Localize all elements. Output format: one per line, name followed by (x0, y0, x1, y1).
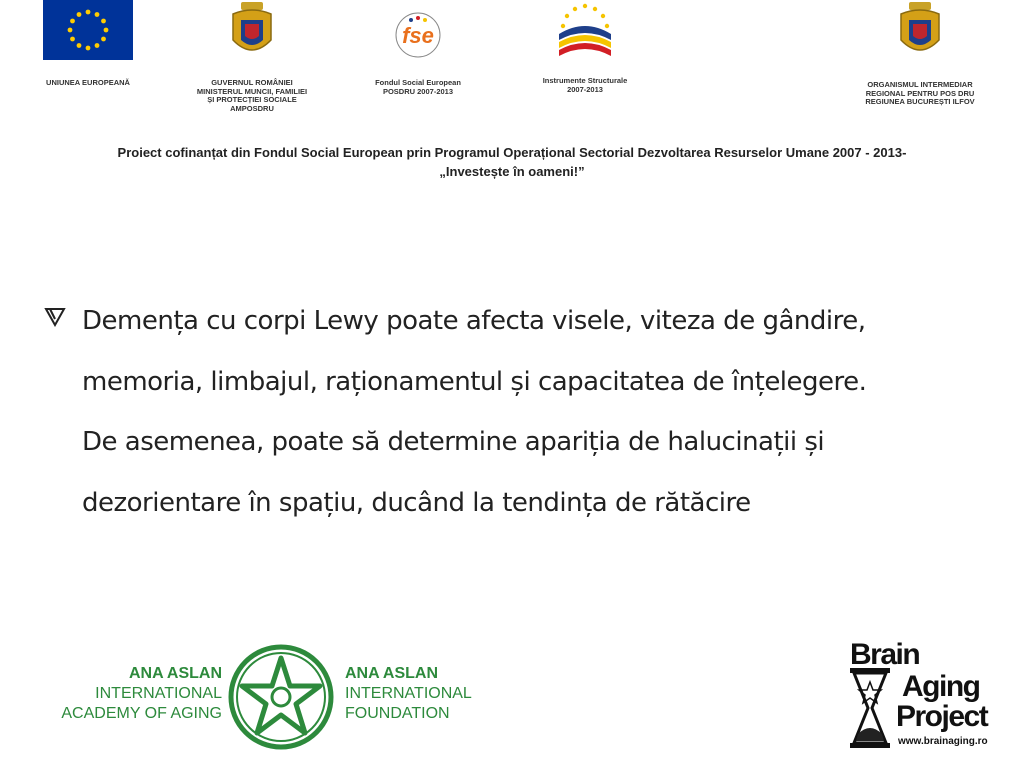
bullet-line-3: De asemenea, poate să determine apariția de halucinații și (82, 427, 825, 457)
bullet-line-4: dezorientare în spațiu, ducând la tendința de rătăcire (82, 487, 751, 518)
structural-instruments-icon (549, 0, 621, 66)
funding-line-2: „Investește în oameni!” (439, 164, 585, 179)
academy-line-2: INTERNATIONAL (95, 685, 222, 702)
fse-mark-icon (387, 10, 449, 60)
bullet-text (82, 291, 994, 533)
hourglass-icon (848, 668, 892, 748)
eu-logo (38, 0, 138, 88)
bullet-line-2: memoria, limbajul, raționamentul și capacitatea de înțelegere. (82, 366, 867, 397)
funding-statement (20, 143, 1004, 181)
intermediate-body-caption: ORGANISMUL INTERMEDIAR REGIONAL PENTRU POS DRU REGIUNEA BUCUREȘTI ILFOV (865, 80, 975, 106)
bap-word-project: Project (896, 700, 988, 733)
bullet-line-1: Demența cu corpi Lewy poate afecta visele, viteza de gândire, (82, 306, 866, 336)
checkmark-arrow-icon (44, 305, 66, 327)
intermediate-body-logo (855, 0, 985, 107)
bap-word-brain: Brain (850, 638, 920, 671)
structural-instruments-logo (530, 0, 640, 94)
government-caption: GUVERNUL ROMÂNIEI MINISTERUL MUNCII, FAMILIEI ȘI PROTECȚIEI SOCIALE AMPOSDRU (196, 78, 308, 113)
funding-line-1: Proiect cofinanțat din Fondul Social European prin Programul Operațional Sectorial Dezvoltarea Resurselor Umane 2007 - 2013- (117, 145, 907, 160)
romania-coat-of-arms-icon (227, 0, 277, 66)
eu-caption: UNIUNEA EUROPEANĂ (46, 78, 130, 87)
academy-line-1: ANA ASLAN (128, 665, 222, 682)
foundation-line-3: FOUNDATION (345, 705, 450, 722)
academy-line-3: ACADEMY OF AGING (61, 705, 222, 722)
fse-logo (368, 10, 468, 96)
fse-caption: Fondul Social European POSDRU 2007-2013 (375, 78, 461, 96)
romania-coat-of-arms-icon (895, 0, 945, 66)
foundation-line-2: INTERNATIONAL (345, 685, 472, 702)
fse-mark-text: fse (402, 23, 434, 48)
foundation-line-1: ANA ASLAN (345, 665, 439, 682)
structural-instruments-caption: Instrumente Structurale 2007-2013 (542, 76, 628, 94)
bap-url: www.brainaging.ro (898, 736, 988, 747)
ana-aslan-star-emblem-icon (228, 644, 334, 750)
government-logo (190, 0, 314, 113)
brain-aging-project-logo (846, 638, 996, 752)
bullet-point (44, 291, 994, 533)
eu-flag-icon (43, 0, 133, 62)
ana-aslan-academy-label (38, 664, 222, 724)
ana-aslan-foundation-label (345, 664, 505, 724)
bap-word-aging: Aging (902, 670, 980, 703)
